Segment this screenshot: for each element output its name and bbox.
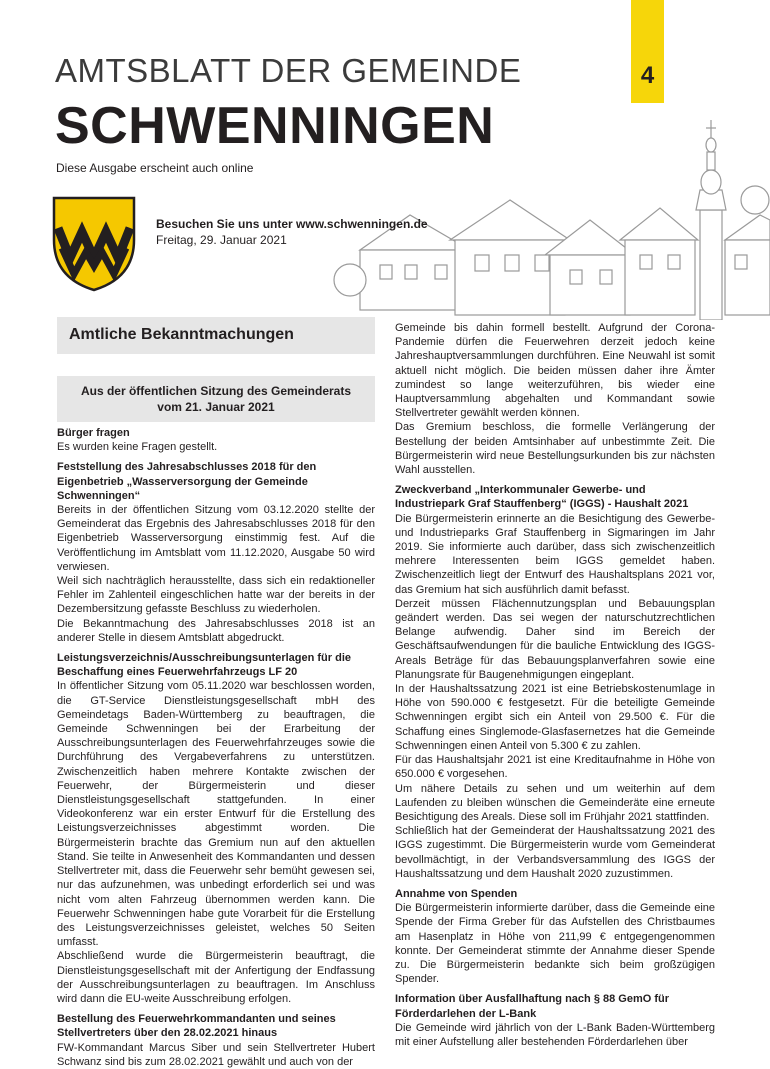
paragraph: Die Bürgermeisterin informierte darüber, dass die Gemeinde eine Spende der Firma Greber für das Aufstellen des Christbaumes am Hasenplatz in Höhe von 211,99 € entgegengenommen konnte. Der Gemeinderat stimmte der Annahme dieser Spende zu. Die Bürgermeisterin bedankte sich beim großzügigen Spender. (395, 902, 715, 986)
section-title: Amtliche Bekanntmachungen (69, 326, 294, 343)
coat-of-arms-icon (52, 196, 136, 292)
paragraph: Weil sich nachträglich herausstellte, dass sich ein redaktioneller Fehler im Zahlenteil eingeschlichen hatte war der bereits in der Dezembersitzung gefasste Beschluss zu wiederholen. (57, 575, 375, 616)
paragraph: Um nähere Details zu sehen und um weiterhin auf dem Laufenden zu bleiben wünschen die Gemeinderäte eine erneute Besichtigung des Areals. Diese soll im Frühjahr 2021 stattfinden. (395, 782, 715, 823)
heading-feuerwehrkommandant: Bestellung des Feuerwehrkommandanten und seines Stellvertreters über den 28.02.2021 hinaus (57, 1013, 336, 1040)
paragraph: Gemeinde bis dahin formell bestellt. Aufgrund der Corona-Pandemie dürfen die Feuerwehren derzeit jedoch keine Jahreshauptversammlungen durchführen. Eine Neuwahl ist somit aktuell nicht möglich. Die beiden müssen daher ihre Ämter zumindest so lange weiterzuführen, bis wieder eine Hauptversammlung abgehalten und Kommandant sowie Stellvertreter gewählt werden können. (395, 322, 715, 420)
issue-date: Freitag, 29. Januar 2021 (156, 233, 287, 247)
heading-zweckverband: Zweckverband „Interkommunaler Gewerbe- und Industriepark Graf Stauffenberg“ (IGGS) - Haushalt 2021 (395, 484, 689, 511)
subsection-title-line1: Aus der öffentlichen Sitzung des Gemeinderats (80, 384, 352, 398)
left-column (57, 426, 375, 1069)
paragraph: Es wurden keine Fragen gestellt. (57, 441, 218, 454)
paragraph: Die Bürgermeisterin erinnerte an die Besichtigung des Gewerbe- und Industrieparks Graf Stauffenberg in Sigmaringen im Jahr 2019. Sie informierte auch darüber, dass sich zwischenzeitlich mehrere Interessenten beim IGGS gemeldet haben. Zwischenzeitlich liegt der Entwurf des Haushaltsplans 2021 vor, das Gremium hat sich ausführlich damit befasst. (395, 512, 715, 596)
right-column (395, 321, 715, 1049)
paragraph: In der Haushaltssatzung 2021 ist eine Betriebskostenumlage in Höhe von 590.000 € festgesetzt. Für die beteiligte Gemeinde Schwenningen ergibt sich ein Anteil von 29.500 €. Für die Schaffung eines Singlemode-Glasfasernetzes hat die Gemeinde Schwenningen einen Anteil von 5.300 € zu zahlen. (395, 683, 715, 752)
paragraph: Die Gemeinde wird jährlich von der L-Bank Baden-Württemberg mit einer Aufstellung aller bestehenden Förderdarlehen über (395, 1021, 715, 1048)
paragraph: Derzeit müssen Flächennutzungsplan und Bebauungsplan geändert werden. Das sei wegen der naturschutzrechtlichen Belange aufwendig. Daher sind im Bereich der Geschäftsaufwendungen für die bauliche Entwicklung des IGGS-Areals Beträge für das Bebauungsplanverfahren sowie eine Planungsrate für Baugenehmigungen eingeplant. (395, 597, 715, 681)
section-header (57, 317, 375, 354)
paragraph: Bereits in der öffentlichen Sitzung vom 03.12.2020 stellte der Gemeinderat das Ergebnis des Jahresabschlusses 2018 für den Eigenbetrieb Wasserversorgung einstimmig fest. Auf die Veröffentlichung im Amtsblatt vom 11.12.2020, Ausgabe 50 wird verwiesen. (57, 504, 375, 573)
paragraph: Schließlich hat der Gemeinderat der Haushaltssatzung 2021 des IGGS zugestimmt. Die Bürgermeisterin wurde vom Gemeinderat bevollmächtigt, in der Verbandsversammlung des IGGS der Haushaltssatzung und dem Haushalt 2020 zuzustimmen. (395, 825, 715, 880)
online-note: Diese Ausgabe erscheint auch online (56, 161, 254, 175)
issue-number: 4 (640, 62, 655, 89)
paragraph: Die Bekanntmachung des Jahresabschlusses 2018 ist an anderer Stelle in diesem Amtsblatt abgedruckt. (57, 617, 375, 644)
heading-leistungsverzeichnis: Leistungsverzeichnis/Ausschreibungsunterlagen für die Beschaffung eines Feuerwehrfahrzeugs LF 20 (57, 652, 352, 679)
paragraph: Das Gremium beschloss, die formelle Verlängerung der Bestellung der beiden Amtsinhaber auf unbestimmte Zeit. Die Bürgermeisterin wird neue Bestellungsurkunden bis zur nächsten Wahl ausstellen. (395, 421, 715, 477)
issue-badge (631, 0, 664, 103)
paragraph: In öffentlicher Sitzung vom 05.11.2020 war beschlossen worden, die GT-Service Dienstleistungsgesellschaft mbH des Gemeindetags Baden-Württemberg zu beauftragen, die Gemeinde Schwenningen bei der Erarbeitung der Ausschreibungsunterlagen des Feuerwehrfahrzeuges sowie die Durchführung des Vergabeverfahrens zu unterstützen. Zwischenzeitlich haben mehrere Kontakte zwischen der Feuerwehr, der Bürgermeisterin und dieser Dienstleistungsgesellschaft stattgefunden. In einer Videokonferenz war ein erster Entwurf für die Erstellung des Leistungsverzeichnisses abgestimmt worden. Die Bürgermeisterin brachte das Gremium nun auf den aktuellen Stand. Sie teilte in Anwesenheit des Kommandanten und dessen Stellvertreter mit, dass die Feuerwehr sehr bemüht gewesen sei, nur das aufzunehmen, was unbedingt erforderlich sei und was nicht vom alten Fahrzeug übernommen werden kann. Die Feuerwehr Schwenningen habe gute Vorarbeit für die Erstellung des Leistungsverzeichnisses geleistet, welches 50 Seiten umfasst. (57, 680, 375, 949)
masthead-top: AMTSBLATT DER GEMEINDE (55, 52, 522, 89)
town-illustration (330, 90, 770, 320)
website-line: Besuchen Sie uns unter www.schwenningen.de (156, 217, 428, 231)
paragraph: FW-Kommandant Marcus Siber und sein Stellvertreter Hubert Schwanz sind bis zum 28.02.2021 gewählt und auch von der (57, 1041, 375, 1068)
heading-jahresabschluss: Feststellung des Jahresabschlusses 2018 für den Eigenbetrieb „Wasserversorgung der Gemeinde Schwenningen“ (57, 461, 317, 502)
heading-spenden: Annahme von Spenden (395, 887, 518, 900)
paragraph: Für das Haushaltsjahr 2021 ist eine Kreditaufnahme in Höhe von 650.000 € vorgesehen. (395, 754, 715, 781)
subsection-header (57, 376, 375, 422)
paragraph: Abschließend wurde die Bürgermeisterin beauftragt, die Dienstleistungsgesellschaft mit der Anfertigung der Endfassung der Ausschreibungsunterlagen zu beauftragen. Im Anschluss wird dann die EU-weite Ausschreibung erfolgen. (57, 950, 375, 1005)
heading-buerger-fragen: Bürger fragen (57, 427, 130, 439)
heading-ausfallhaftung: Information über Ausfallhaftung nach § 88 GemO für Förderdarlehen der L-Bank (395, 993, 670, 1020)
masthead-title: SCHWENNINGEN (55, 97, 495, 155)
subsection-title-line2: vom 21. Januar 2021 (157, 400, 275, 414)
